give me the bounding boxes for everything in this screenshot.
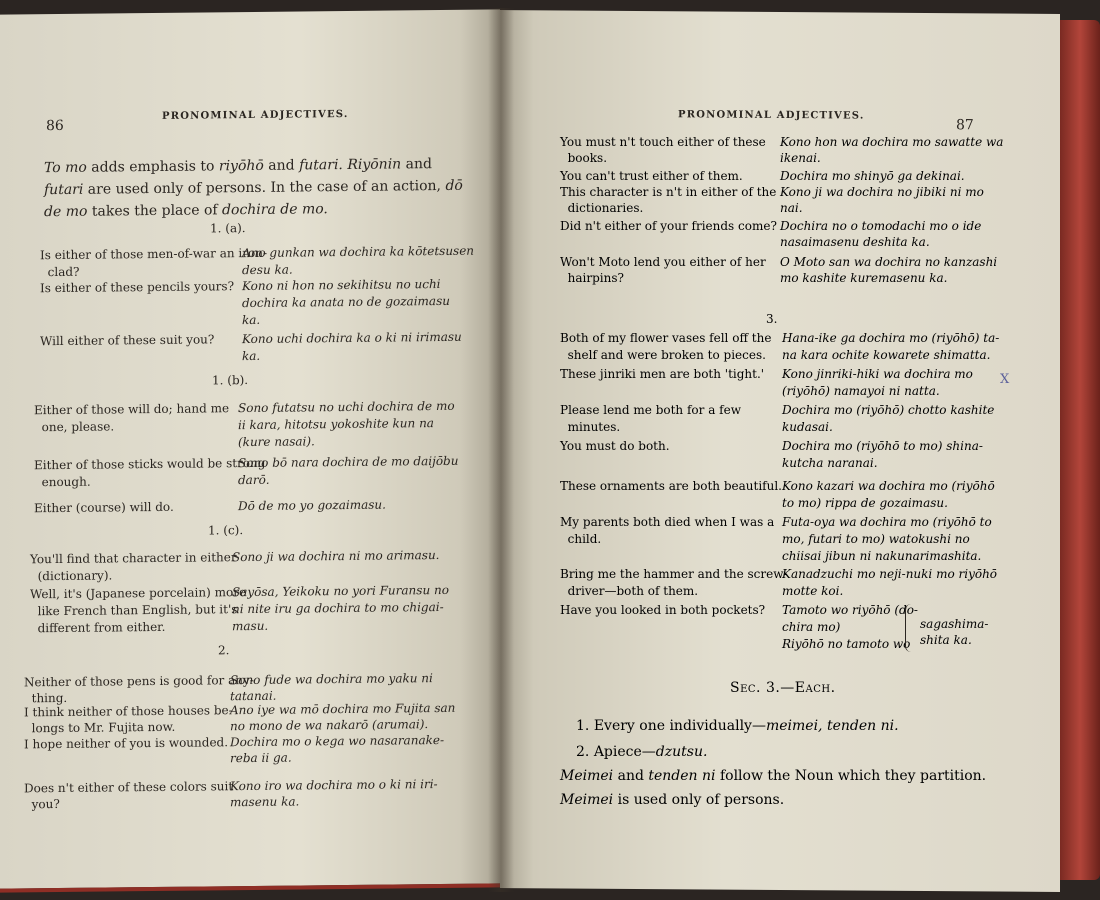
list-english: Every one individually— [593,718,766,734]
japanese-line: Dochira mo o kega wo nasaranake- [230,732,445,750]
japanese-translation [780,218,981,250]
english-sentence [24,778,233,812]
japanese-line: Ano iye wa mō dochira mo Fujita san [230,700,456,718]
section-heading: 1. (c). [208,523,244,538]
english-sentence [560,330,771,364]
english-line: minutes. [560,420,621,434]
english-sentence [30,549,237,585]
japanese-line: Dochira mo (riyōhō) chotto kashite [782,403,995,417]
english-line: like French than English, but it's [30,602,238,619]
intro-text: and [401,156,432,173]
brace-text [920,616,988,648]
english-sentence [34,455,265,491]
english-line: Is either of these pencils yours? [40,279,235,296]
japanese-translation [232,582,449,635]
japanese-line: ikenai. [780,151,821,165]
japanese-line: ii kara, hitotsu yokoshite kun na [238,416,434,433]
english-sentence [34,499,174,517]
page-number: 86 [46,117,64,135]
english-line: Won't Moto lend you either of her [560,255,766,269]
english-line: My parents both died when I was a [560,515,775,529]
english-line: clad? [40,264,80,280]
list-english: Apiece— [593,744,656,760]
intro-text: takes the place of [87,202,223,220]
japanese-line: tatanai. [230,688,277,704]
english-line: Both of my flower vases fell off the [560,331,772,345]
list-item [576,742,707,762]
japanese-line: Kono kazari wa dochira mo (riyōhō [782,479,995,493]
running-head: PRONOMINAL ADJECTIVES. [162,108,349,122]
english-line: (dictionary). [30,568,113,584]
english-line: Either of those sticks would be strong [34,455,266,473]
japanese-translation [782,478,995,512]
japanese-line: Hana-ike ga dochira mo (riyōhō) ta- [782,331,1000,345]
brace-mark [905,604,914,652]
japanese-line: kutcha naranai. [782,456,878,470]
japanese-line: Kono hon wa dochira mo sawatte wa [780,135,1004,149]
english-line: child. [560,532,602,546]
intro-term: futari. [299,157,343,174]
left-page [0,9,500,892]
intro-text: and [263,157,300,174]
english-sentence [560,218,777,234]
english-sentence [560,184,776,216]
japanese-line: chiisai jibun ni nakunarimashita. [782,549,982,563]
closing-text: is used only of persons. [613,792,785,808]
english-line: You'll find that character in either [30,550,237,567]
japanese-translation [242,276,450,329]
brace-line: sagashima- [920,617,989,631]
japanese-translation [780,134,1003,166]
english-sentence [560,602,765,619]
english-line: You must do both. [560,439,670,453]
english-line: This character is n't in either of the [560,185,777,199]
japanese-line: Kono ji wa dochira no jibiki ni mo [780,185,984,199]
english-line: Bring me the hammer and the screw- [560,567,788,581]
japanese-translation [238,453,458,489]
closing-term: Meimei [560,792,614,808]
english-sentence [560,514,774,548]
japanese-line: ka. [242,312,261,328]
english-sentence [560,438,670,455]
japanese-line: (kure nasai). [238,434,315,450]
japanese-line: Ano gunkan wa dochira ka kōtetsusen [242,243,475,261]
english-line: thing. [24,690,68,706]
japanese-translation [242,329,462,365]
list-number: 1. [576,718,590,734]
english-sentence [24,734,228,752]
closing-term: tenden ni [648,768,716,784]
english-sentence [560,168,743,184]
japanese-line: no mono de wa nakarō (arumai). [230,717,429,734]
english-line: Well, it's (Japanese porcelain) more [30,585,247,602]
section-heading: 1. (b). [212,373,249,388]
japanese-line: Kono uchi dochira ka o ki ni irimasu [242,329,462,347]
japanese-line: Dochira mo shinyō ga dekinai. [780,169,965,183]
english-sentence [30,584,246,637]
intro-term: futari [44,181,84,199]
closing-paragraph [560,764,1000,812]
english-line: Either of those will do; hand me [34,401,230,418]
english-line: I think neither of those houses be- [24,703,233,720]
english-line: Will either of these suit you? [40,332,215,349]
intro-term: riyōhō [218,157,264,175]
list-japanese: meimei, tenden ni. [765,718,899,734]
japanese-line: chira mo) [782,620,841,634]
english-line: Either (course) will do. [34,499,174,516]
english-sentence [560,134,766,166]
english-line: Neither of those pens is good for any- [24,672,254,690]
japanese-line: Kono iro wa dochira mo o ki ni iri- [230,777,438,794]
english-line: These ornaments are both beautiful. [560,479,782,493]
english-sentence [40,245,267,281]
japanese-line: Sayōsa, Yeikoku no yori Furansu no [232,582,449,600]
list-number: 2. [576,744,590,760]
english-sentence [24,672,254,706]
english-line: you? [24,796,60,812]
japanese-line: darō. [238,472,270,488]
japanese-translation [230,700,455,734]
japanese-line: Riyōhō no tamoto wo [782,637,911,651]
section-heading: 2. [218,643,230,658]
english-sentence [560,566,788,600]
margin-pencil-mark: X [1000,372,1010,387]
english-line: driver—both of them. [560,584,699,598]
japanese-translation [782,366,973,400]
japanese-line: masenu ka. [230,794,300,810]
japanese-line: Kanadzuchi mo neji-nuki mo riyōhō [782,567,998,581]
page-number: 87 [956,117,974,134]
japanese-line: Sono fude wa dochira mo yaku ni [230,671,433,688]
section-title: Sec. 3.—Each. [730,680,836,696]
japanese-translation [782,438,983,472]
japanese-line: kudasai. [782,420,833,434]
english-line: These jinriki men are both 'tight.' [560,367,765,381]
japanese-line: reba ii ga. [230,750,292,766]
brace-line: shita ka. [920,633,972,647]
english-line: shelf and were broken to pieces. [560,348,766,362]
closing-term: Meimei [560,768,614,784]
japanese-translation [782,402,994,436]
japanese-line: nasaimasenu deshita ka. [780,235,930,249]
english-line: books. [560,151,608,165]
english-line: Did n't either of your friends come? [560,219,777,233]
japanese-line: Dō de mo yo gozaimasu. [238,497,386,514]
japanese-translation [242,243,474,279]
intro-term: dochira de mo. [222,201,328,219]
english-line: longs to Mr. Fujita now. [24,719,176,736]
japanese-line: Futa-oya wa dochira mo (riyōhō to [782,515,992,529]
japanese-translation [238,398,455,451]
english-line: dictionaries. [560,201,644,215]
english-line: Does n't either of these colors suit [24,779,234,796]
japanese-line: na kara ochite kowarete shimatta. [782,348,991,362]
japanese-line: ka. [242,348,261,364]
english-sentence [560,402,741,436]
intro-term: Riyōnin [347,156,402,173]
japanese-line: masu. [232,618,269,634]
japanese-translation [782,566,997,600]
japanese-line: to mo) rippa de gozaimasu. [782,496,948,510]
english-sentence [40,331,214,350]
english-sentence [560,366,764,383]
english-line: different from either. [30,619,166,636]
japanese-line: O Moto san wa dochira no kanzashi [780,255,998,269]
intro-text: are used only of persons. In the case of an action, [83,177,446,198]
section-heading: 3. [766,312,778,326]
japanese-line: Kono jinriki-hiki wa dochira mo [782,367,973,381]
english-line: You must n't touch either of these [560,135,766,149]
japanese-translation [230,732,444,766]
closing-text: follow the Noun which they partition. [715,768,987,784]
japanese-line: motte koi. [782,584,844,598]
japanese-line: Sono futatsu no uchi dochira de mo [238,398,455,416]
japanese-translation [782,330,999,364]
intro-term: To mo [44,159,87,177]
running-head: PRONOMINAL ADJECTIVES. [678,109,865,122]
japanese-line: dochira ka anata no de gozaimasu [242,293,450,311]
japanese-translation [232,547,440,566]
japanese-line: Sono ji wa dochira ni mo arimasu. [232,548,440,565]
book-cover-edge [1060,20,1100,880]
english-line: You can't trust either of them. [560,169,743,183]
japanese-line: Dochira no o tomodachi mo o ide [780,219,982,233]
japanese-translation [238,497,386,516]
japanese-line: Sono bō nara dochira de mo daijōbu [238,453,459,471]
english-sentence [24,702,233,736]
japanese-line: Dochira mo (riyōhō to mo) shina- [782,439,983,453]
japanese-translation [780,184,984,216]
english-sentence [34,400,229,436]
japanese-translation [782,514,992,565]
english-sentence [560,254,766,286]
english-line: I hope neither of you is wounded. [24,735,229,752]
closing-text: and [613,768,649,784]
japanese-translation [782,602,918,653]
english-line: Please lend me both for a few [560,403,741,417]
japanese-translation [780,168,965,184]
japanese-line: nai. [780,201,803,215]
list-item [576,716,899,736]
list-japanese: dzutsu. [655,744,708,760]
section-heading: 1. (a). [210,221,246,236]
english-line: Is either of those men-of-war an iron- [40,245,267,263]
japanese-line: Kono ni hon no sekihitsu no uchi [242,277,441,294]
japanese-translation [780,254,997,286]
english-sentence [560,478,782,495]
japanese-translation [230,670,433,704]
japanese-line: mo kashite kuremasenu ka. [780,271,948,285]
japanese-line: (riyōhō) namayoi ni natta. [782,384,940,398]
japanese-line: desu ka. [242,262,293,278]
english-line: one, please. [34,419,115,435]
english-line: hairpins? [560,271,624,285]
english-line: enough. [34,474,91,490]
japanese-line: mo, futari to mo) watokushi no [782,532,970,546]
english-sentence [40,278,234,297]
english-line: Have you looked in both pockets? [560,603,766,617]
intro-text: adds emphasis to [86,158,219,176]
intro-paragraph [44,153,464,223]
japanese-translation [230,776,438,810]
japanese-line: ni nite iru ga dochira to mo chigai- [232,599,444,617]
japanese-line: Tamoto wo riyōhō (do- [782,603,918,617]
intro-term: dō de mo [44,177,463,221]
